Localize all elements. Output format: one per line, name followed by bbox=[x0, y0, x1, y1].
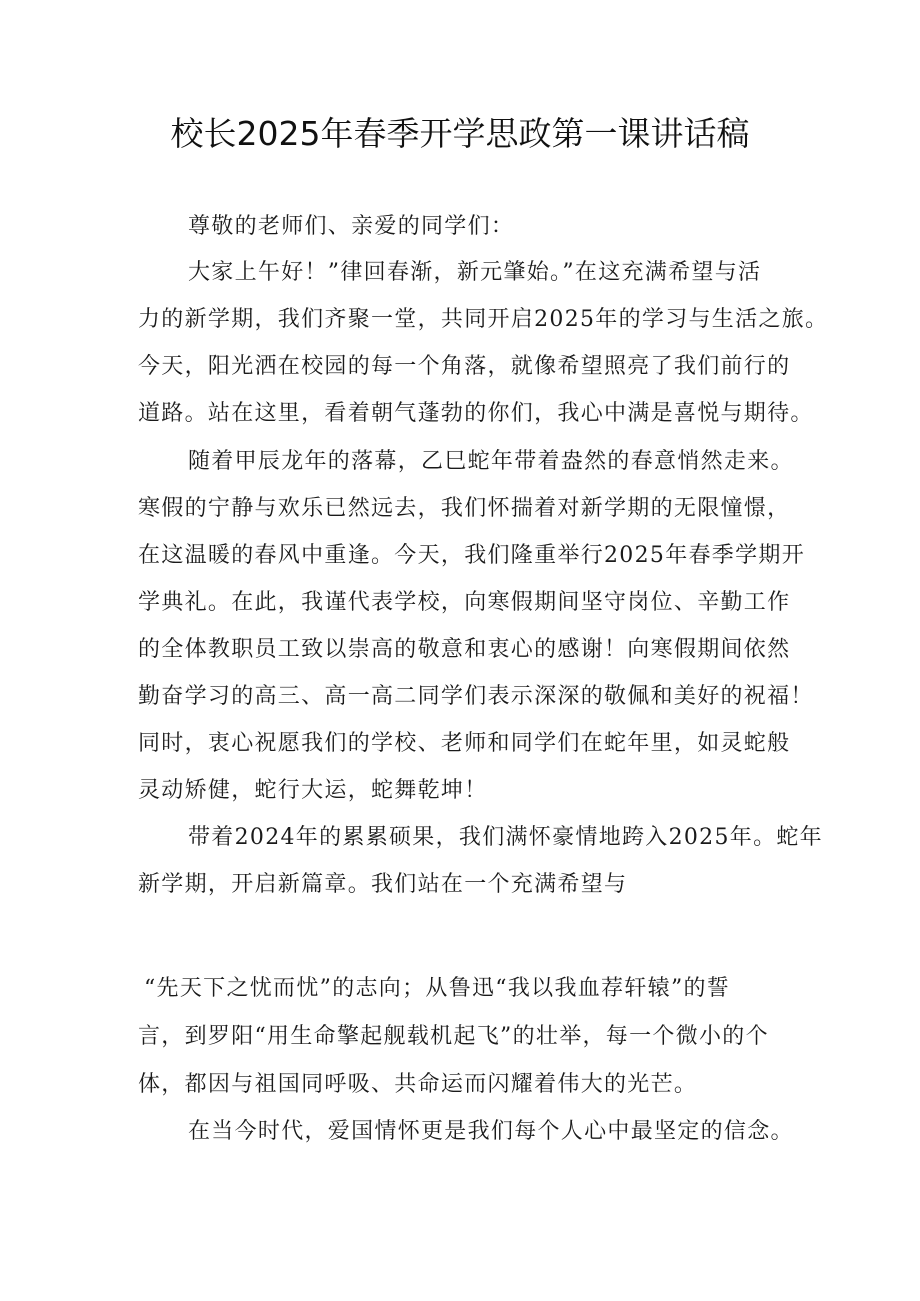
body-line: 同时，衷心祝愿我们的学校、老师和同学们在蛇年里，如灵蛇般 bbox=[138, 731, 791, 756]
body-line: 随着甲辰龙年的落幕，乙巳蛇年带着盎然的春意悄然走来。 bbox=[188, 449, 794, 474]
body-line: 的全体教职员工致以崇高的敬意和衷心的感谢！向寒假期间依然 bbox=[138, 637, 791, 662]
body-line: 学典礼。在此，我谨代表学校，向寒假期间坚守岗位、辛勤工作 bbox=[138, 590, 791, 615]
salutation-line: 尊敬的老师们、亲爱的同学们： bbox=[188, 214, 515, 239]
body-line: 勤奋学习的高三、高一高二同学们表示深深的敬佩和美好的祝福！ bbox=[138, 684, 814, 709]
body-line: 道路。站在这里，看着朝气蓬勃的你们，我心中满是喜悦与期待。 bbox=[138, 401, 814, 426]
body-line: 新学期，开启新篇章。我们站在一个充满希望与 bbox=[138, 872, 628, 897]
body-line: 大家上午好！”律回春渐，新元肇始。”在这充满希望与活 bbox=[188, 260, 762, 285]
body-line: 力的新学期，我们齐聚一堂，共同开启2025年的学习与生活之旅。 bbox=[138, 307, 829, 332]
body-line: 在这温暖的春风中重逢。今天，我们隆重举行2025年春季学期开 bbox=[138, 543, 805, 568]
body-line: 今天，阳光洒在校园的每一个角落，就像希望照亮了我们前行的 bbox=[138, 354, 791, 379]
document-title: 校长2025年春季开学思政第一课讲话稿 bbox=[170, 114, 750, 153]
body-line: 寒假的宁静与欢乐已然远去，我们怀揣着对新学期的无限憧憬， bbox=[138, 496, 791, 521]
body-line: 灵动矫健，蛇行大运，蛇舞乾坤！ bbox=[138, 778, 488, 803]
body-line: 在当今时代，爱国情怀更是我们每个人心中最坚定的信念。 bbox=[188, 1119, 794, 1144]
body-line: “先天下之忧而忧”的志向；从鲁迅“我以我血荐轩辕”的誓 bbox=[144, 976, 731, 1001]
body-line: 体，都因与祖国同呼吸、共命运而闪耀着伟大的光芒。 bbox=[138, 1072, 698, 1097]
body-line: 言，到罗阳“用生命擎起舰载机起飞”的壮举，每一个微小的个 bbox=[138, 1024, 769, 1049]
body-line: 带着2024年的累累硕果，我们满怀豪情地跨入2025年。蛇年 bbox=[188, 825, 823, 850]
